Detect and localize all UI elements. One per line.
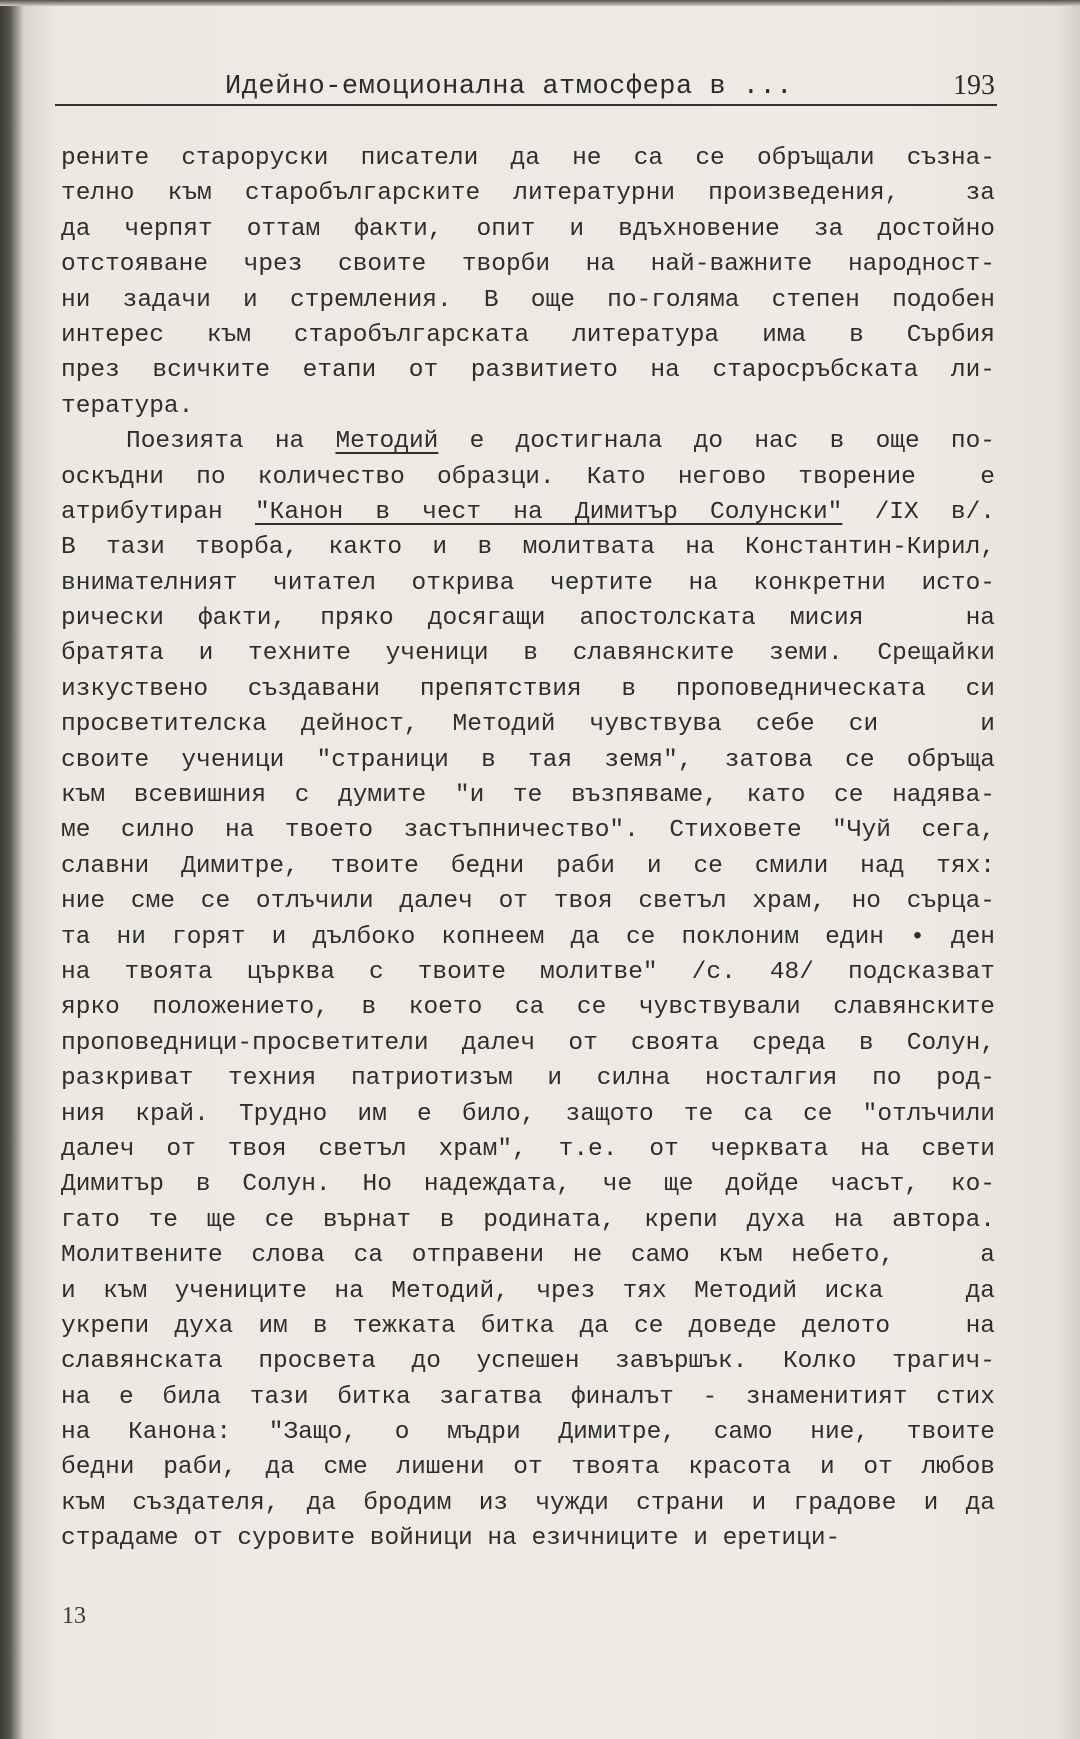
text-line: внимателният читател открива чертите на конкретни исто- bbox=[61, 569, 995, 597]
text-line: укрепи духа им в тежката битка да се доведе делото на bbox=[61, 1312, 995, 1340]
text-line: страдаме от суровите войници на езичниците и еретици- bbox=[61, 1525, 841, 1553]
running-header bbox=[55, 70, 997, 106]
text-line: ние сме се отлъчили далеч от твоя светъл храм, но сърца- bbox=[61, 888, 995, 916]
signature-mark: 13 bbox=[62, 1603, 86, 1629]
text-line: към създателя, да бродим из чужди страни и градове и да bbox=[61, 1489, 995, 1517]
text-line: отстояване чрез своите творби на най-важните народност- bbox=[61, 251, 995, 279]
underlined-phrase: Методий bbox=[335, 428, 439, 456]
text-line: на е била тази битка загатва финалът - знаменитият стих bbox=[61, 1383, 995, 1411]
text-line: далеч от твоя светъл храм", т.е. от черквата на свети bbox=[61, 1135, 995, 1163]
text-line: братята и техните ученици в славянските земи. Срещайки bbox=[61, 640, 995, 668]
text-line: и към учениците на Методий, чрез тях Методий иска да bbox=[61, 1277, 995, 1305]
text-line: тература. bbox=[61, 392, 194, 420]
header-title: Идейно-емоционална атмосфера в ... bbox=[225, 72, 793, 102]
text-line: рените староруски писатели да не са се обръщали съзна- bbox=[61, 145, 995, 172]
text-line: Димитър в Солун. Но надеждата, че ще дойде часът, ко- bbox=[61, 1171, 995, 1199]
text-line: на Канона: "Защо, о мъдри Димитре, само ние, твоите bbox=[61, 1419, 995, 1447]
text-line: проповедници-просветители далеч от своята среда в Солун, bbox=[61, 1029, 995, 1057]
text-line: своите ученици "страници в тая земя", затова се обръща bbox=[61, 746, 995, 774]
text-line: към всевишния с думите "и те възпяваме, като се надява- bbox=[61, 782, 995, 810]
text-line: оскъдни по количество образци. Като негово творение е bbox=[61, 463, 995, 491]
text-line: през всичките етапи от развитието на старосръбската ли- bbox=[61, 357, 995, 385]
text-line: Молитвените слова са отправени не само към небето, а bbox=[61, 1242, 995, 1270]
text-line: рически факти, пряко досягащи апостолската мисия на bbox=[61, 605, 995, 633]
text-line: разкриват техния патриотизъм и силна носталгия по род- bbox=[61, 1065, 995, 1093]
text-line: изкуствено създавани препятствия в проповедническата си bbox=[61, 675, 995, 703]
body-text bbox=[61, 141, 995, 1557]
text-line: гато те ще се върнат в родината, крепи духа на автора. bbox=[61, 1206, 995, 1234]
text-line: славни Димитре, твоите бедни раби и се смили над тях: bbox=[61, 852, 995, 880]
text-line: просветителска дейност, Методий чувствува себе си и bbox=[61, 711, 995, 739]
text-line: интерес към старобългарската литература има в Сърбия bbox=[61, 321, 995, 349]
text-line: да черпят оттам факти, опит и вдъхновение за достойно bbox=[61, 215, 995, 243]
text-line: ния край. Трудно им е било, защото те са се "отлъчили bbox=[61, 1100, 995, 1128]
underlined-phrase: "Канон в чест на Димитър Солунски" bbox=[254, 498, 843, 526]
text-line: ме силно на твоето застъпничество". Стиховете "Чуй сега, bbox=[61, 817, 995, 845]
text-line: ярко положението, в което са се чувствували славянските bbox=[61, 994, 995, 1022]
page-top-edge bbox=[0, 0, 1080, 6]
text-line: славянската просвета до успешен завършък. Колко трагич- bbox=[61, 1348, 995, 1376]
text-line: на твоята църква с твоите молитве" /с. 48/ подсказват bbox=[61, 958, 995, 986]
text-line: Поезията на Методий е достигнала до нас в още по- bbox=[126, 428, 995, 456]
text-line: В тази творба, както и в молитвата на Константин-Кирил, bbox=[61, 534, 995, 562]
text-line: атрибутиран "Канон в чест на Димитър Солунски" /IX в/. bbox=[61, 498, 995, 526]
text-line: ни задачи и стремления. В още по-голяма степен подобен bbox=[61, 286, 995, 314]
page-number: 193 bbox=[953, 70, 995, 101]
text-line: бедни раби, да сме лишени от твоята красота и от любов bbox=[61, 1454, 995, 1482]
text-line: та ни горят и дълбоко копнеем да се поклоним един • ден bbox=[61, 923, 995, 951]
text-line: телно към старобългарските литературни произведения, за bbox=[61, 180, 995, 208]
